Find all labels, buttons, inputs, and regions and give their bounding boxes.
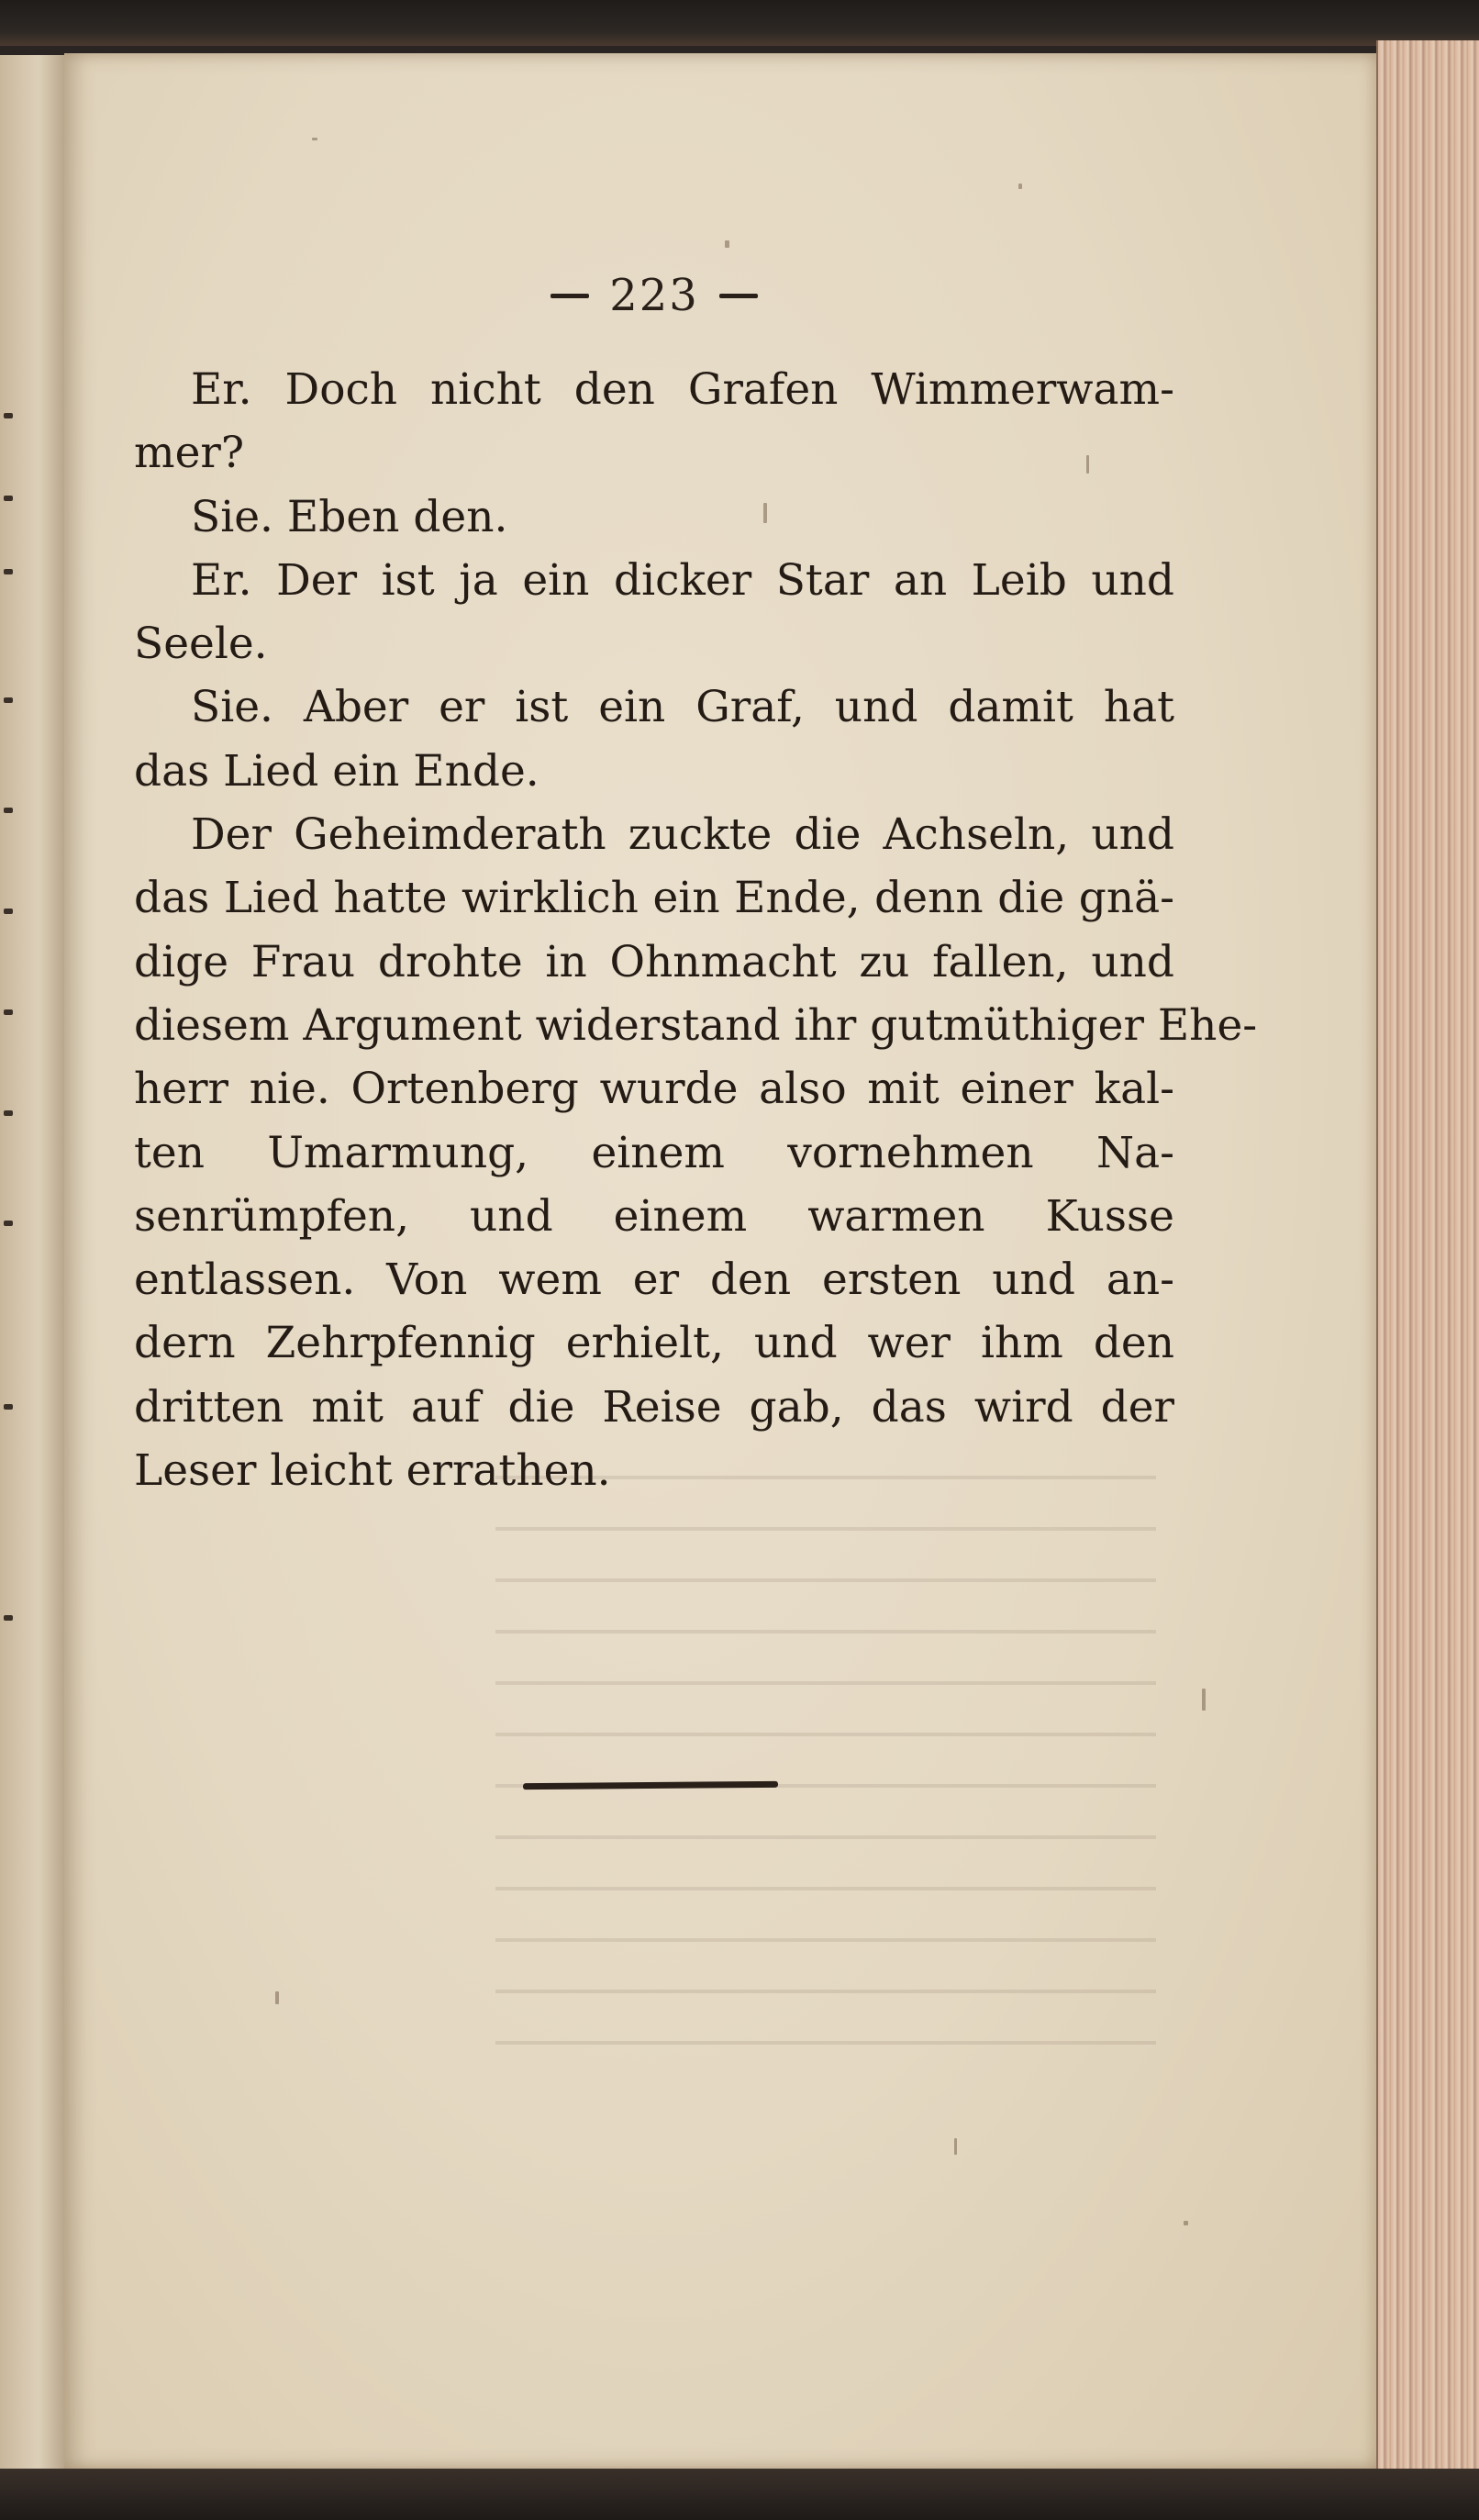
previous-page-ink-mark	[4, 413, 13, 418]
scan-background-bottom	[0, 2469, 1479, 2520]
previous-page-ink-mark	[4, 569, 13, 574]
text-line: Sie. Aber er ist ein Graf, und damit hat	[191, 682, 1174, 733]
text-line: herr nie. Ortenberg wurde also mit einer kal-	[134, 1064, 1174, 1115]
paper-speck	[1202, 1689, 1206, 1711]
page-number: 223	[609, 270, 699, 321]
text-line: dige Frau drohte in Ohnmacht zu fallen, und	[134, 936, 1174, 987]
text-line: entlassen. Von wem er den ersten und an-	[134, 1254, 1174, 1306]
previous-page-ink-mark	[4, 1221, 13, 1226]
previous-page-ink-mark	[4, 909, 13, 914]
page-header	[503, 268, 806, 323]
text-line: ten Umarmung, einem vornehmen Na-	[134, 1127, 1174, 1178]
previous-page-ink-mark	[4, 1404, 13, 1410]
text-line: Der Geheimderath zuckte die Achseln, und	[191, 809, 1174, 861]
paper-speck	[312, 138, 317, 140]
body-text	[134, 358, 1258, 1502]
previous-page-ink-mark	[4, 1009, 13, 1015]
text-line: Sie. Eben den.	[191, 491, 508, 542]
text-line: das Lied ein Ende.	[134, 745, 539, 797]
paper-speck	[725, 240, 729, 248]
previous-page-ink-mark	[4, 1615, 13, 1621]
previous-page-ink-mark	[4, 496, 13, 501]
paper-speck	[275, 1991, 279, 2004]
previous-page-edge	[0, 55, 67, 2478]
page-block-edges	[1376, 40, 1479, 2481]
header-dash-left	[550, 294, 589, 298]
text-line: diesem Argument widerstand ihr gutmüthiger Ehe-	[134, 999, 1258, 1051]
previous-page-ink-mark	[4, 808, 13, 813]
text-line: Leser leicht errathen.	[134, 1445, 611, 1497]
text-line: Er. Der ist ja ein dicker Star an Leib und	[191, 554, 1174, 606]
show-through-from-reverse	[495, 1432, 1156, 2092]
paper-speck	[1184, 2221, 1188, 2225]
previous-page-ink-mark	[4, 1110, 13, 1116]
text-line: senrümpfen, und einem warmen Kusse	[134, 1190, 1174, 1242]
scan-background-top	[0, 0, 1479, 46]
text-line: mer?	[134, 428, 245, 479]
header-dash-right	[719, 294, 758, 298]
previous-page-ink-mark	[4, 697, 13, 703]
text-line: Seele.	[134, 619, 268, 670]
paper-speck	[954, 2138, 957, 2155]
text-line: Er. Doch nicht den Grafen Wimmerwam-	[191, 364, 1174, 415]
text-line: dritten mit auf die Reise gab, das wird der	[134, 1381, 1174, 1433]
paper-speck	[1018, 184, 1022, 189]
text-line: dern Zehrpfennig erhielt, und wer ihm den	[134, 1318, 1174, 1369]
text-line: das Lied hatte wirklich ein Ende, denn die gnä-	[134, 873, 1174, 924]
